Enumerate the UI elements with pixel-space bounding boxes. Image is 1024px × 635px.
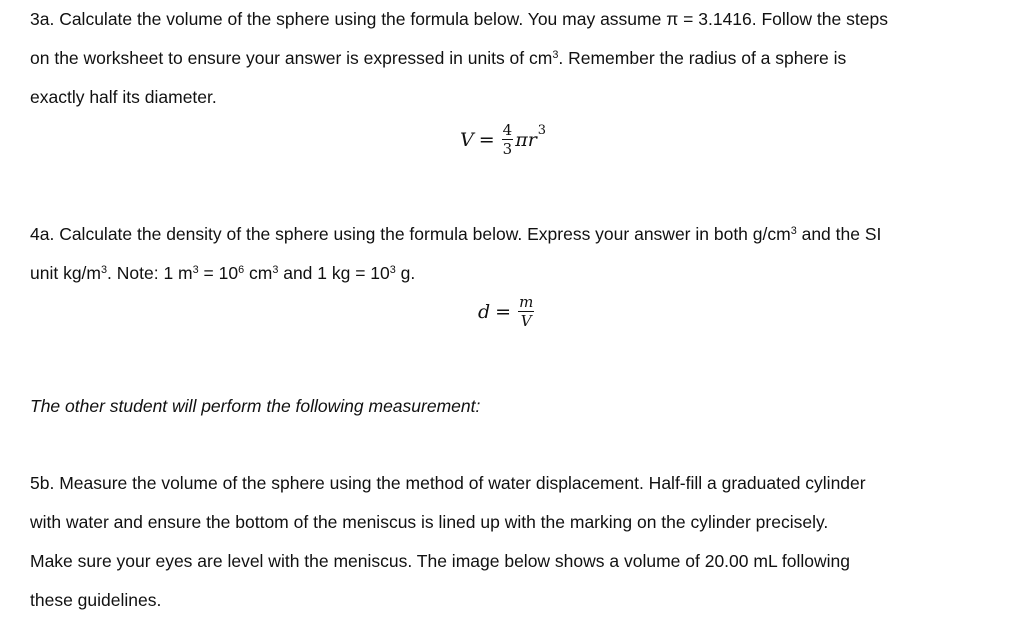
equals-sign: = [478, 128, 495, 151]
q5b-line-3: Make sure your eyes are level with the meniscus. The image below shows a volume of 20.00 mL following [30, 551, 850, 571]
question-5b [30, 464, 1000, 620]
q3a-line-3: exactly half its diameter. [30, 87, 217, 107]
volume-symbol: V [460, 128, 474, 151]
mass-over-volume-fraction [518, 294, 534, 329]
pi-term: π [515, 128, 528, 151]
radius-exponent: 3 [537, 123, 547, 138]
fraction-denominator: V [520, 312, 532, 330]
q5b-line-1: 5b. Measure the volume of the sphere using the method of water displacement. Half-fill a graduated cylinder [30, 473, 866, 493]
four-thirds-fraction [502, 122, 514, 157]
fraction-numerator: 4 [502, 121, 513, 139]
fraction-denominator: 3 [502, 140, 513, 158]
q3a-line-2: on the worksheet to ensure your answer is expressed in units of $cm^3$. Remember the radius of a sphere is [30, 48, 847, 68]
q3a-line-1: 3a. Calculate the volume of the sphere using the formula below. You may assume π = 3.1416. Follow the steps [30, 9, 888, 29]
q4a-line-2: unit $kg/m^3$. Note: 1 $m^3 = 10^6$ $cm^3$ and 1 kg = $10^3$ g. [30, 263, 416, 283]
other-student-note: The other student will perform the following measurement: [30, 396, 481, 416]
equals-sign: = [495, 300, 512, 323]
density-formula [478, 294, 536, 329]
q5b-line-4: these guidelines. [30, 590, 162, 610]
question-4a [30, 215, 1000, 293]
fraction-numerator: m [519, 293, 534, 311]
question-3a [30, 0, 1000, 117]
q4a-line-1: 4a. Calculate the density of the sphere using the formula below. Express your answer in both $g/cm^3$ and the SI [30, 224, 882, 244]
volume-formula [460, 122, 546, 157]
radius-term: r [527, 128, 537, 151]
density-symbol: d [478, 300, 491, 323]
q5b-line-2: with water and ensure the bottom of the meniscus is lined up with the marking on the cylinder precisely. [30, 512, 829, 532]
pi-symbol: π [666, 9, 679, 29]
